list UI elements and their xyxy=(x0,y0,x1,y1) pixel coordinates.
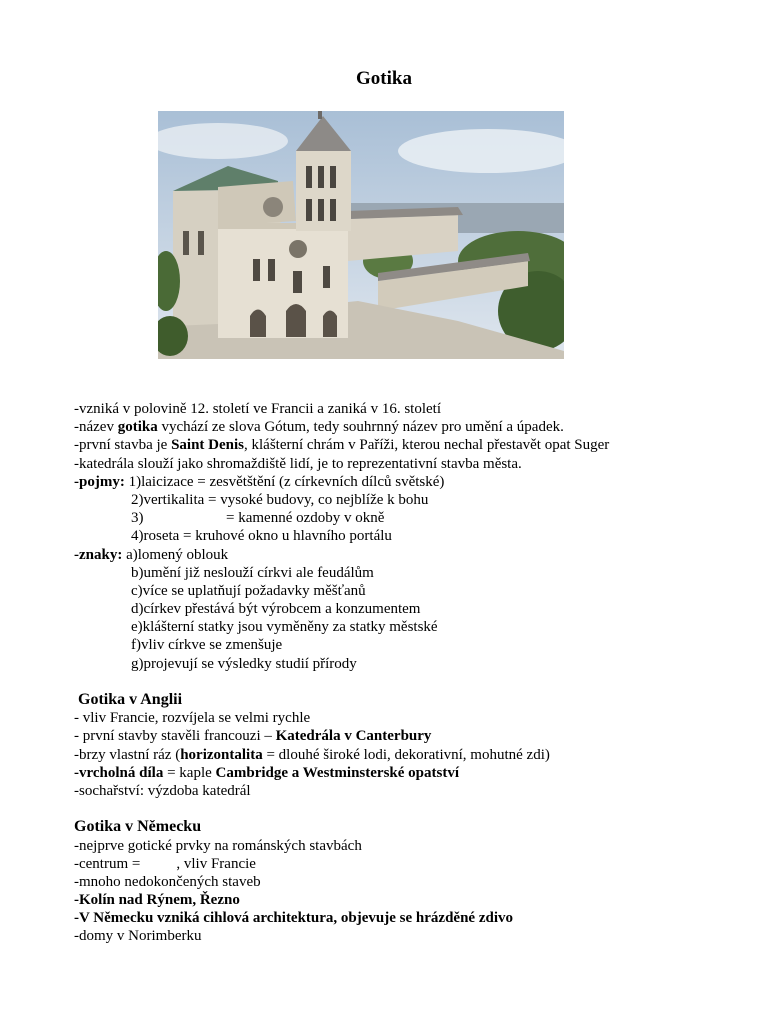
nemecko-line-6: -domy v Norimberku xyxy=(74,928,202,945)
intro-line-2: -název gotika vychází ze slova Gótum, tedy souhrnný název pro umění a úpadek. xyxy=(74,419,564,436)
nemecko-line-1: -nejprve gotické prvky na románských stavbách xyxy=(74,837,362,854)
pojmy-line-3: 3) = kamenné ozdoby v okně xyxy=(131,510,385,527)
nemecko-line-3: -mnoho nedokončených staveb xyxy=(74,873,261,890)
znaky-line-d: d)církev přestává být výrobcem a konzumentem xyxy=(131,601,421,618)
page-title: Gotika xyxy=(356,68,412,89)
znaky-line-b: b)umění již neslouží církvi ale feudálům xyxy=(131,564,374,581)
pojmy-line-1: -pojmy: 1)laicizace = zesvětštění (z církevních dílců světské) xyxy=(74,473,445,490)
anglie-line-4: -vrcholná díla = kaple Cambridge a Westminsterské opatství xyxy=(74,764,459,781)
nemecko-line-4: -Kolín nad Rýnem, Řezno xyxy=(74,892,240,909)
anglie-line-5: -sochařství: výzdoba katedrál xyxy=(74,782,251,799)
intro-line-3: -první stavba je Saint Denis, klášterní chrám v Paříži, kterou nechal přestavět opat Suger xyxy=(74,437,610,454)
znaky-line-f: f)vliv církve se zmenšuje xyxy=(131,637,283,654)
heading-anglie: Gotika v Anglii xyxy=(74,691,183,708)
anglie-line-1: - vliv Francie, rozvíjela se velmi rychle xyxy=(74,710,311,727)
pojmy-line-2: 2)vertikalita = vysoké budovy, co nejblíže k bohu xyxy=(131,491,429,508)
anglie-line-2: - první stavby stavěli francouzi – Katedrála v Canterbury xyxy=(74,728,432,745)
intro-line-4: -katedrála slouží jako shromaždiště lidí, je to reprezentativní stavba města. xyxy=(74,455,522,472)
intro-line-1: -vzniká v polovině 12. století ve Francii a zaniká v 16. století xyxy=(74,401,441,417)
heading-nemecko: Gotika v Německu xyxy=(74,818,202,836)
cathedral-photo xyxy=(158,111,564,359)
nemecko-line-5: -V Německu vzniká cihlová architektura, objevuje se hrázděné zdivo xyxy=(74,910,513,927)
pojmy-line-4: 4)roseta = kruhové okno u hlavního portálu xyxy=(131,528,392,545)
znaky-line-c: c)více se uplatňují požadavky měšťanů xyxy=(131,582,366,599)
document-body xyxy=(74,400,734,946)
znaky-line-e: e)klášterní statky jsou vyměněny za statky městské xyxy=(131,619,438,636)
znaky-line-g: g)projevují se výsledky studií přírody xyxy=(131,655,357,672)
znaky-line-a: -znaky: a)lomený oblouk xyxy=(74,546,229,563)
anglie-line-3: -brzy vlastní ráz (horizontalita = dlouhé široké lodi, dekorativní, mohutné zdi) xyxy=(74,746,550,763)
nemecko-line-2: -centrum = , vliv Francie xyxy=(74,855,256,872)
